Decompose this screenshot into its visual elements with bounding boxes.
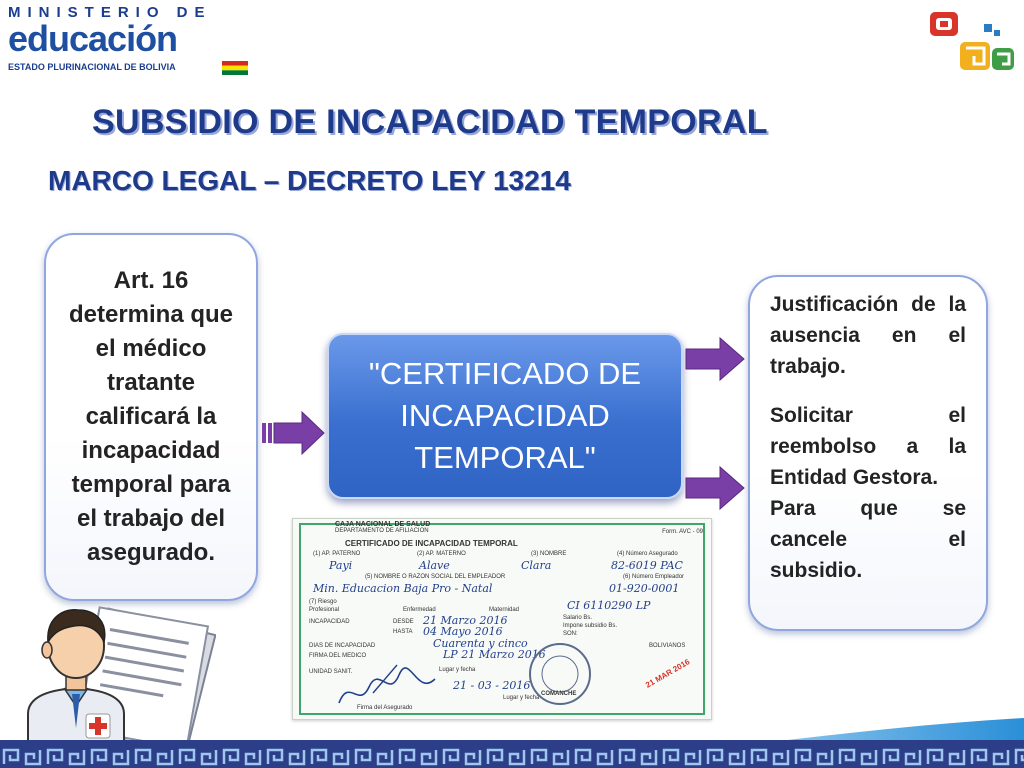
slide-subtitle: MARCO LEGAL – DECRETO LEY 13214 bbox=[48, 165, 571, 196]
cert-value: Alave bbox=[419, 559, 450, 572]
cert-value: 21 Marzo 2016 bbox=[423, 614, 508, 627]
purpose-box bbox=[748, 275, 988, 631]
bolivia-flag-icon bbox=[222, 61, 248, 75]
logo-line1: MINISTERIO DE bbox=[8, 4, 212, 21]
cert-value: 01-920-0001 bbox=[609, 582, 680, 595]
cert-label: DESDE bbox=[393, 619, 414, 625]
cert-label: UNIDAD SANIT. bbox=[309, 669, 353, 675]
cert-label: (7) Riesgo bbox=[309, 599, 337, 605]
article-box bbox=[44, 233, 258, 601]
andean-border-icon bbox=[0, 718, 1024, 768]
cert-label: DIAS DE INCAPACIDAD bbox=[309, 643, 376, 649]
signature-icon bbox=[333, 659, 443, 715]
purpose-reimbursement: Solicitar el reembolso a la Entidad Gestora. bbox=[770, 404, 966, 489]
cert-value: LP 21 Marzo 2016 bbox=[443, 648, 546, 661]
cert-label: HASTA bbox=[393, 629, 413, 635]
certificate-box-text: "CERTIFICADO DE INCAPACIDAD TEMPORAL" bbox=[368, 356, 642, 475]
cert-label: (4) Número Asegurado bbox=[617, 551, 678, 557]
cert-label: (6) Número Empleador bbox=[623, 574, 685, 580]
cert-label: Impone subsidio Bs. bbox=[563, 623, 618, 629]
cert-value: CI 6110290 LP bbox=[567, 599, 651, 612]
cert-stamp-label: COMANCHE bbox=[541, 691, 577, 697]
cert-label: FIRMA DEL MEDICO bbox=[309, 653, 367, 659]
certificate-document-image bbox=[292, 518, 712, 720]
cert-value: 21 - 03 - 2016 bbox=[453, 679, 531, 692]
cert-form-number: Form. AVC - 09 bbox=[662, 529, 703, 535]
cert-label: SON: bbox=[563, 631, 578, 637]
cert-label: Lugar y fecha bbox=[439, 667, 476, 673]
purpose-payment: Para que se cancele el subsidio. bbox=[770, 497, 966, 582]
cert-label: Enfermedad bbox=[403, 607, 436, 613]
arrow-right-icon bbox=[684, 465, 748, 511]
cert-label: (3) NOMBRE bbox=[531, 551, 567, 557]
slide-title: SUBSIDIO DE INCAPACIDAD TEMPORAL bbox=[92, 103, 768, 141]
cert-label: Maternidad bbox=[489, 607, 520, 613]
cert-header: CAJA NACIONAL DE SALUD bbox=[335, 521, 431, 528]
cert-label: Profesional bbox=[309, 607, 340, 613]
cert-label: INCAPACIDAD bbox=[309, 619, 350, 625]
arrow-right-icon bbox=[684, 336, 748, 382]
cert-value: Min. Educacion Baja Pro - Natal bbox=[313, 582, 493, 595]
cert-value: Cuarenta y cinco bbox=[433, 637, 528, 650]
cert-label: Lugar y fecha bbox=[503, 695, 540, 701]
cert-label: Salario Bs. bbox=[563, 615, 593, 621]
cert-value: 82-6019 PAC bbox=[611, 559, 683, 572]
cert-value: Clara bbox=[521, 559, 552, 572]
cert-label: (2) AP. MATERNO bbox=[417, 551, 466, 557]
article-text: Art. 16 determina que el médico tratante calificará la incapacidad temporal para el trabajo del asegurado. bbox=[68, 267, 234, 566]
cert-title: CERTIFICADO DE INCAPACIDAD TEMPORAL bbox=[345, 539, 518, 548]
cert-value: Payi bbox=[329, 559, 353, 572]
andean-pattern-icon bbox=[924, 6, 1020, 78]
cert-subheader: DEPARTAMENTO DE AFILIACION bbox=[335, 528, 429, 534]
cert-stamp-date: 21 MAR 2016 bbox=[644, 657, 692, 690]
stamp-icon bbox=[525, 639, 595, 709]
cert-label: Firma del Asegurado bbox=[357, 705, 413, 711]
purpose-justification: Justificación de la ausencia en el trabajo. bbox=[770, 293, 966, 378]
cert-value: 04 Mayo 2016 bbox=[423, 625, 503, 638]
logo-line2: educación bbox=[8, 18, 178, 59]
arrow-right-icon bbox=[262, 410, 326, 456]
cert-label: (1) AP. PATERNO bbox=[313, 551, 361, 557]
ministry-logo bbox=[8, 4, 248, 76]
cert-label: (5) NOMBRE O RAZON SOCIAL DEL EMPLEADOR bbox=[365, 574, 506, 580]
cert-label: BOLIVIANOS bbox=[649, 643, 686, 649]
logo-line3: ESTADO PLURINACIONAL DE BOLIVIA bbox=[8, 62, 176, 72]
certificate-box bbox=[327, 333, 683, 499]
